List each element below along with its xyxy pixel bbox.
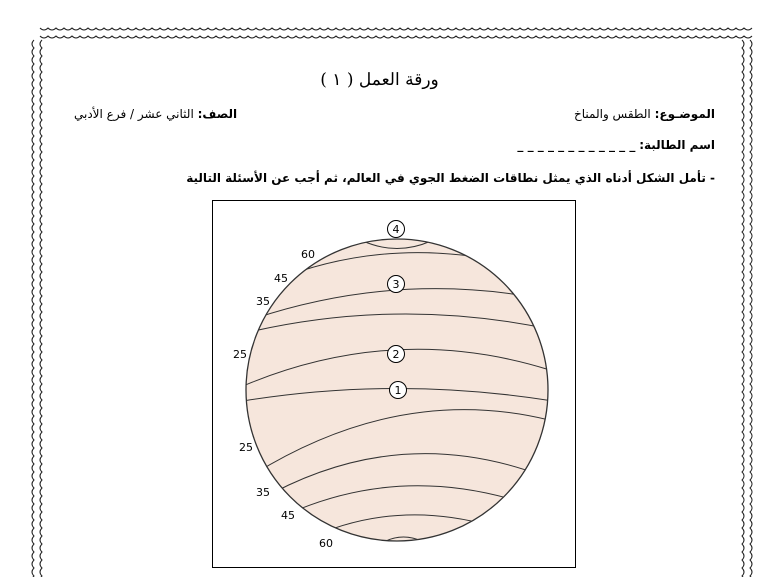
latitude-north-35: 35	[256, 295, 270, 308]
topic-value: الطقس والمناخ	[574, 107, 651, 121]
topic-label: الموضـوع:	[654, 107, 715, 121]
latitude-north-25: 25	[233, 348, 247, 361]
class-value: الثاني عشر / فرع الأدبي	[74, 107, 194, 121]
svg-text:4: 4	[392, 223, 400, 236]
zone-marker-4	[388, 221, 405, 238]
zone-marker-2	[388, 346, 405, 363]
latitude-south-60: 60	[319, 537, 333, 550]
svg-text:2: 2	[392, 348, 400, 361]
topic-line	[574, 107, 715, 121]
student-name-line	[517, 138, 715, 152]
latitude-south-25: 25	[239, 441, 253, 454]
class-label: الصف:	[197, 107, 238, 121]
svg-text:1: 1	[394, 384, 402, 397]
belt-line-11	[323, 544, 473, 557]
student-name-blank[interactable]: _ _ _ _ _ _ _ _ _ _ _ _	[517, 138, 636, 152]
svg-text:3: 3	[392, 278, 400, 291]
class-line	[74, 107, 237, 121]
globe-figure	[213, 201, 577, 569]
latitude-south-45: 45	[281, 509, 295, 522]
student-name-label: اسم الطالبة:	[639, 138, 715, 152]
zone-marker-3	[388, 276, 405, 293]
instruction-text: - تأمل الشكل أدناه الذي يمثل نطاقات الضغط الجوي في العالم، ثم أجب عن الأسئلة التالية	[186, 171, 715, 185]
worksheet-title: ورقة العمل ( ١ )	[320, 70, 439, 90]
latitude-north-60: 60	[301, 248, 315, 261]
latitude-north-45: 45	[274, 272, 288, 285]
pressure-belts-diagram	[212, 200, 576, 568]
zone-marker-1	[390, 382, 407, 399]
latitude-south-35: 35	[256, 486, 270, 499]
